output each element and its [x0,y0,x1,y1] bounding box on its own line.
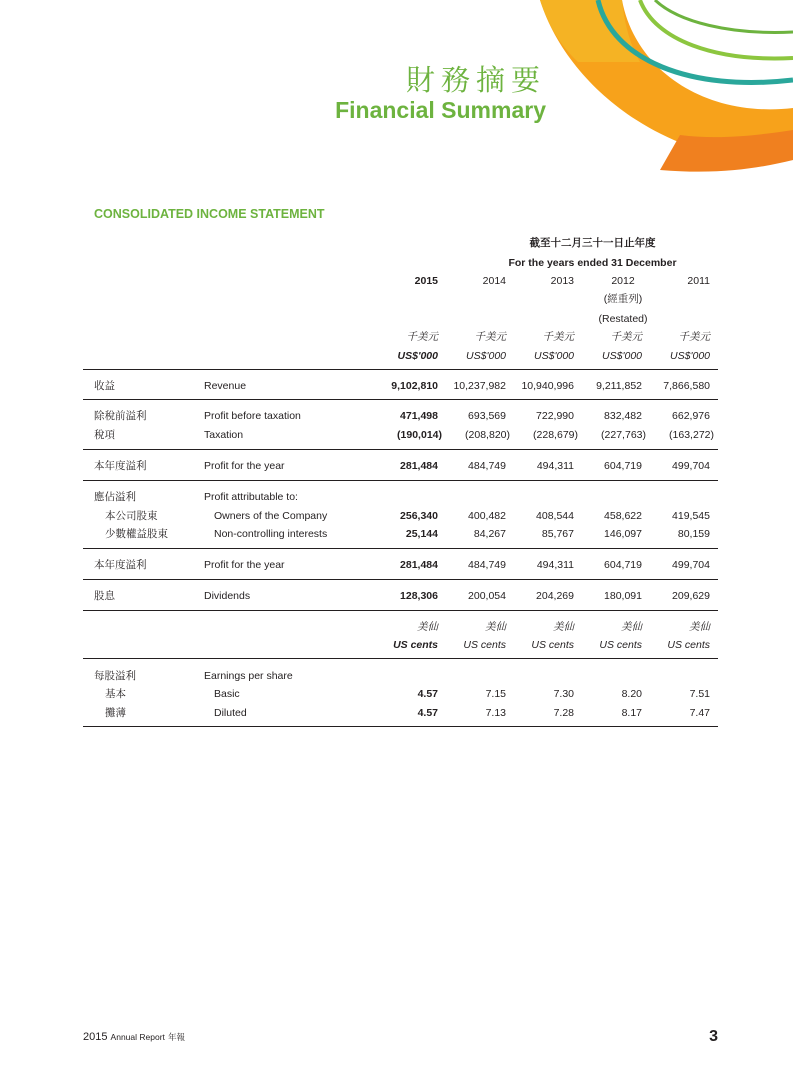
row-label-en: Revenue [204,380,247,392]
eps-unit-zh: 美仙 [485,621,506,633]
table-cell: 604,719 [604,460,642,472]
eps-unit-zh: 美仙 [553,621,574,633]
table-cell: (208,820) [465,429,510,441]
year-2014: 2014 [482,275,506,287]
table-cell: 8.17 [621,707,642,719]
divider [83,579,718,580]
row-label-en: Profit for the year [204,460,285,472]
table-cell: 9,102,810 [391,380,438,392]
table-cell: 400,482 [468,510,506,522]
row-label-en: Profit before taxation [204,410,301,422]
eps-unit-zh: 美仙 [417,621,438,633]
divider [83,658,718,659]
table-cell: 693,569 [468,410,506,422]
restated-label-en: (Restated) [598,313,648,325]
divider [83,726,718,727]
table-cell: 662,976 [672,410,710,422]
unit-en: US$'000 [466,350,506,362]
table-cell: 419,545 [672,510,710,522]
table-cell: 10,940,996 [521,380,574,392]
table-cell: 209,629 [672,590,710,602]
table-cell: 408,544 [536,510,574,522]
row-label-en: Taxation [204,429,244,441]
row-label-en: Profit for the year [204,559,285,571]
table-cell: 84,267 [473,528,506,540]
page-number: 3 [709,1028,718,1045]
period-label-en: For the years ended 31 December [508,257,677,269]
table-cell: (163,272) [669,429,714,441]
eps-unit-en: US cents [531,639,574,651]
footer-report-label [83,1031,185,1043]
unit-en: US$'000 [397,350,438,362]
table-cell: 281,484 [400,559,438,571]
eps-unit-en: US cents [393,639,438,651]
row-label-zh: 少數權益股東 [105,528,168,540]
table-cell: 256,340 [400,510,438,522]
row-label-en: Non-controlling interests [214,528,328,540]
year-2012: 2012 [611,275,635,287]
year-2013: 2013 [550,275,574,287]
divider [83,369,718,370]
table-cell: 604,719 [604,559,642,571]
unit-zh: 千美元 [542,331,574,343]
unit-zh: 千美元 [474,331,506,343]
divider [83,480,718,481]
unit-en: US$'000 [602,350,642,362]
table-cell: 7.13 [485,707,506,719]
table-cell: 4.57 [417,688,438,700]
year-2011: 2011 [687,275,710,287]
unit-zh: 千美元 [678,331,710,343]
footer-year: 2015 [83,1031,108,1043]
row-label-zh: 股息 [94,590,115,602]
section-heading: CONSOLIDATED INCOME STATEMENT [94,207,325,221]
page-title: Financial Summary [335,97,546,123]
row-label-zh: 稅項 [94,429,115,441]
divider [83,548,718,549]
period-label-zh: 截至十二月三十一日止年度 [529,237,656,249]
eps-unit-zh: 美仙 [689,621,710,633]
unit-en: US$'000 [670,350,710,362]
table-cell: 494,311 [536,559,574,571]
table-cell: 7.15 [485,688,506,700]
table-cell: (228,679) [533,429,578,441]
row-label-zh: 本公司股東 [105,510,158,522]
table-cell: 8.20 [621,688,642,700]
table-cell: 128,306 [400,590,438,602]
eps-unit-en: US cents [599,639,642,651]
table-cell: 832,482 [604,410,642,422]
table-cell: 494,311 [536,460,574,472]
unit-zh: 千美元 [610,331,642,343]
row-label-zh: 收益 [94,380,115,392]
row-label-zh: 本年度溢利 [94,559,147,571]
table-cell: 484,749 [468,559,506,571]
table-cell: 80,159 [677,528,710,540]
row-label-en: Diluted [214,707,247,719]
row-label-en: Profit attributable to: [204,491,298,503]
table-cell: 146,097 [604,528,642,540]
table-cell: 204,269 [536,590,574,602]
table-cell: 471,498 [400,410,438,422]
eps-unit-en: US cents [463,639,506,651]
table-cell: 722,990 [536,410,574,422]
row-label-zh: 基本 [105,688,126,700]
table-cell: 25,144 [405,528,438,540]
row-label-zh: 攤薄 [105,707,126,719]
row-label-zh: 本年度溢利 [94,460,147,472]
year-2015: 2015 [414,275,438,287]
row-label-en: Dividends [204,590,251,602]
table-cell: 484,749 [468,460,506,472]
row-label-en: Owners of the Company [214,510,328,522]
row-label-en: Earnings per share [204,670,293,682]
unit-zh: 千美元 [406,331,438,343]
table-cell: 499,704 [672,559,710,571]
table-cell: 7,866,580 [663,380,710,392]
table-cell: 281,484 [400,460,438,472]
table-cell: 458,622 [604,510,642,522]
table-cell: 9,211,852 [596,380,642,392]
table-cell: 7.30 [553,688,574,700]
restated-label-zh: (經重列) [603,293,643,305]
row-label-zh: 每股溢利 [94,670,136,682]
eps-unit-en: US cents [667,639,710,651]
row-label-zh: 除稅前溢利 [94,410,147,422]
divider [83,449,718,450]
table-cell: (227,763) [601,429,646,441]
table-cell: 499,704 [672,460,710,472]
table-cell: 7.51 [689,688,710,700]
divider [83,399,718,400]
footer-report-en: Annual Report [110,1032,165,1042]
page-title-chinese: 財務摘要 [405,63,546,97]
eps-unit-zh: 美仙 [621,621,642,633]
row-label-zh: 應佔溢利 [94,491,136,503]
table-cell: (190,014) [397,429,442,441]
divider [83,610,718,611]
table-cell: 7.47 [689,707,710,719]
table-cell: 180,091 [604,590,642,602]
table-cell: 85,767 [541,528,574,540]
unit-en: US$'000 [534,350,574,362]
table-cell: 7.28 [553,707,574,719]
footer-report-zh: 年報 [167,1032,185,1042]
table-cell: 200,054 [468,590,506,602]
row-label-en: Basic [214,688,240,700]
table-cell: 4.57 [417,707,438,719]
table-cell: 10,237,982 [453,380,506,392]
